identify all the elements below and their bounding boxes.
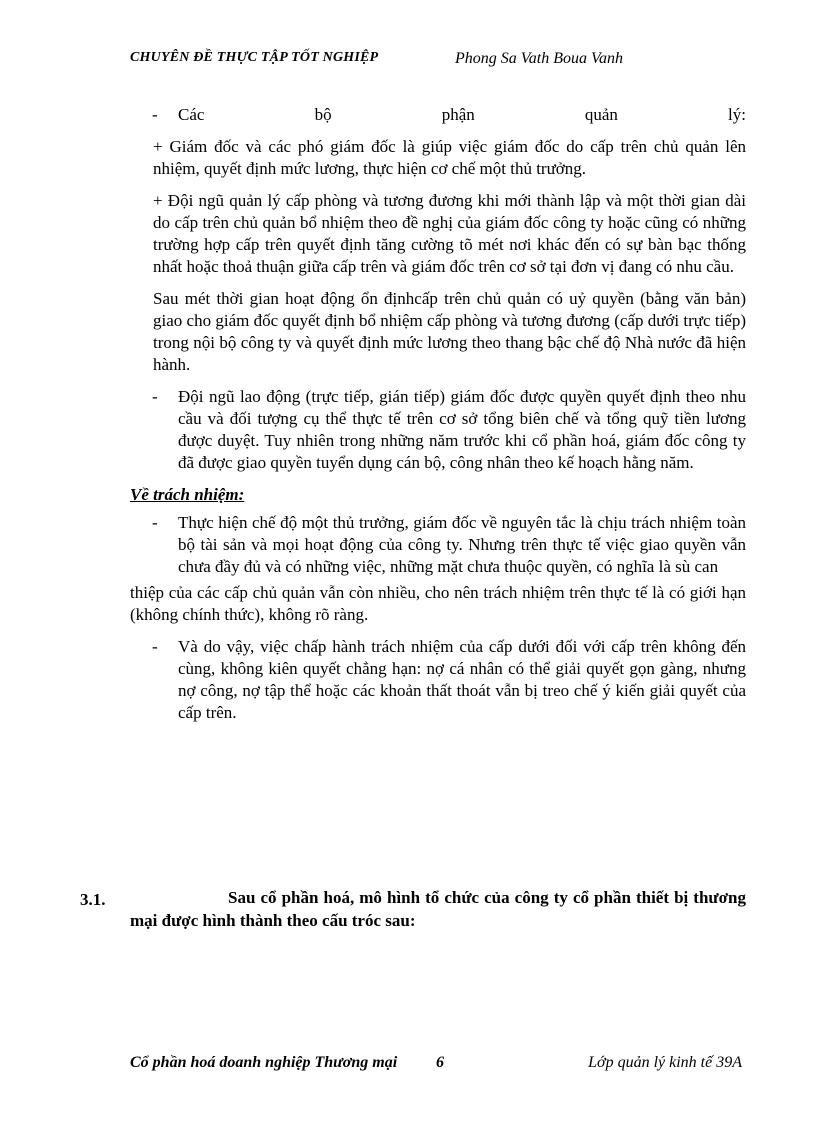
section-number: 3.1. — [80, 890, 106, 909]
header-author: Phong Sa Vath Boua Vanh — [455, 50, 623, 67]
bullet-compliance — [130, 636, 746, 724]
bullet-dash: - — [152, 513, 158, 532]
bullet-management-units — [130, 104, 746, 126]
bullet-single-head — [130, 512, 746, 578]
section-heading-responsibility: Về trách nhiệm: — [130, 485, 245, 504]
header-title: CHUYÊN ĐỀ THỰC TẬP TỐT NGHIỆP — [130, 50, 379, 65]
bullet-workforce — [130, 386, 746, 474]
page-header — [130, 50, 750, 72]
paragraph-managers: + Đội ngũ quản lý cấp phòng và tương đương khi mới thành lập và một thời gian dài do cấp trên chủ quản bổ nhiệm theo đề nghị của giám đốc công ty hoặc cũng có những trường hợp cấp trên quyết định tăng cường tõ mét nơi khác đến có sự bàn bạc thống nhất hoặc thoả thuận giữa cấp trên và giám đốc trên cơ sở tại đơn vị đang có nhu cầu. — [153, 191, 746, 276]
section-text: Sau cổ phần hoá, mô hình tổ chức của công ty cổ phần thiết bị thương mại được hình thành theo cấu tróc sau: — [130, 888, 746, 930]
paragraph-directors: + Giám đốc và các phó giám đốc là giúp việc giám đốc do cấp trên chủ quản lên nhiệm, quyết định mức lương, thực hiện cơ chế một thủ trưởng. — [153, 137, 746, 178]
document-body — [130, 104, 746, 734]
paragraph-continuation: thiệp của các cấp chủ quản vẫn còn nhiều, cho nên trách nhiệm trên thực tế là có giới hạn (không chính thức), không rõ ràng. — [130, 583, 746, 624]
bullet-text: Và do vậy, việc chấp hành trách nhiệm của cấp dưới đối với cấp trên không đến cùng, không kiên quyết chẳng hạn: nợ cá nhân có thể giải quyết gọn gàng, nhưng nợ công, nợ tập thể hoặc các khoản thất thoát vẫn bị treo chế ý kiến giải quyết của cấp trên. — [178, 637, 746, 722]
bullet-text: Thực hiện chế độ một thủ trưởng, giám đốc về nguyên tắc là chịu trách nhiệm toàn bộ tài sản và mọi hoạt động của công ty. Nhưng trên thực tế việc giao quyền vẫn chưa đầy đủ và có những việc, những mặt chưa thuộc quyền, có nghĩa là sù can — [178, 513, 746, 576]
paragraph-delegation: Sau mét thời gian hoạt động ổn địnhcấp trên chủ quản có uỷ quyền (bằng văn bản) giao cho giám đốc quyết định bổ nhiệm cấp phòng và tương đương (cấp dưới trực tiếp) trong nội bộ công ty và quyết định mức lương theo thang bậc chế độ Nhà nước đã hiện hành. — [153, 289, 746, 374]
numbered-section — [80, 886, 746, 932]
page-footer — [130, 1054, 746, 1076]
footer-title: Cổ phần hoá doanh nghiệp Thương mại — [130, 1054, 398, 1071]
bullet-text: Đội ngũ lao động (trực tiếp, gián tiếp) giám đốc được quyền quyết định theo nhu cầu và đối tượng cụ thể thực tế trên cơ sở tổng biên chế và tổng quỹ tiền lương được duyệt. Tuy nhiên trong những năm trước khi cổ phần hoá, giám đốc công ty đã được giao quyền tuyển dụng cán bộ, công nhân theo kế hoạch hằng năm. — [178, 387, 746, 472]
footer-class: Lớp quản lý kinh tế 39A — [588, 1054, 742, 1071]
bullet-text: Các bộ phận quản lý: — [178, 105, 746, 124]
bullet-dash: - — [152, 637, 158, 656]
bullet-dash: - — [152, 387, 158, 406]
bullet-dash: - — [152, 105, 158, 124]
page-number: 6 — [436, 1054, 444, 1071]
